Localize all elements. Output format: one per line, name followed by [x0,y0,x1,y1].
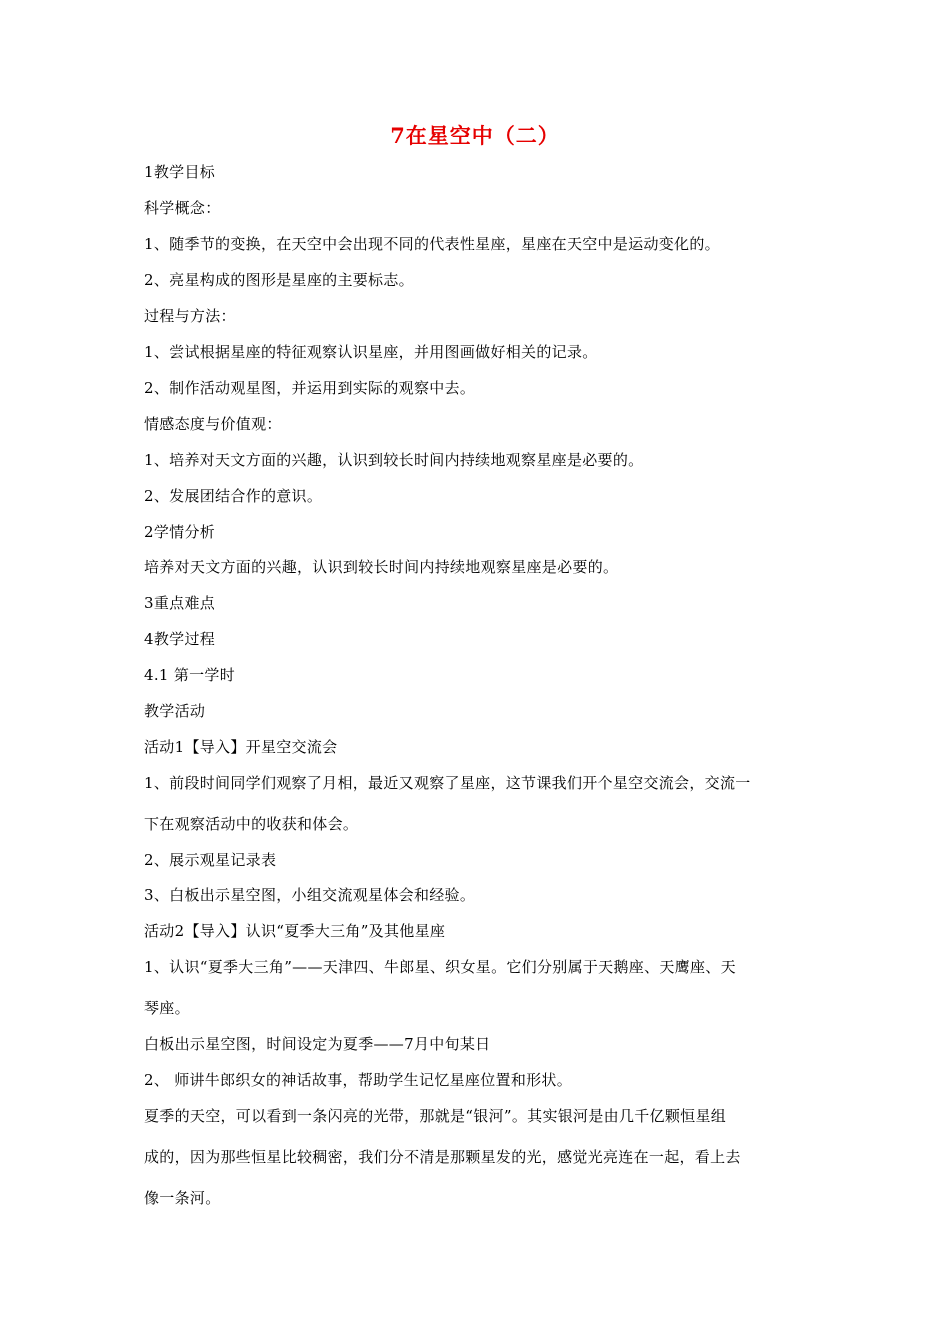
text-line: 培养对天文方面的兴趣，认识到较长时间内持续地观察星座是必要的。 [144,558,619,576]
text-line: 过程与方法： [144,307,236,325]
text-line: 白板出示星空图，时间设定为夏季——7月中旬某日 [144,1035,491,1053]
text-line: 像一条河。 [144,1189,221,1207]
text-line: 1、尝试根据星座的特征观察认识星座，并用图画做好相关的记录。 [144,343,598,361]
text-line: 2、展示观星记录表 [144,851,277,869]
text-line: 2学情分析 [144,523,216,541]
text-line: 4教学过程 [144,630,216,648]
text-line: 2、制作活动观星图，并运用到实际的观察中去。 [144,379,476,397]
text-line: 活动1【导入】开星空交流会 [144,738,338,756]
text-line: 琴座。 [144,999,190,1017]
text-line: 教学活动 [144,702,206,720]
text-line: 1、认识“夏季大三角”——天津四、牛郎星、织女星。它们分别属于天鹅座、天鹰座、天 [144,958,736,976]
text-line: 成的，因为那些恒星比较稠密，我们分不清是那颗星发的光，感觉光亮连在一起，看上去 [144,1148,741,1166]
text-line: 科学概念： [144,199,221,217]
text-line: 1、前段时间同学们观察了月相，最近又观察了星座，这节课我们开个星空交流会，交流一 [144,774,751,792]
document-title: 7在星空中（二） [390,123,560,148]
text-line: 4.1 第一学时 [144,666,236,684]
text-line: 3、白板出示星空图，小组交流观星体会和经验。 [144,886,476,904]
text-line: 3重点难点 [144,594,216,612]
text-line: 2、发展团结合作的意识。 [144,487,323,505]
text-line: 2、亮星构成的图形是星座的主要标志。 [144,271,414,289]
text-line: 情感态度与价值观： [144,415,282,433]
text-line: 2、 师讲牛郎织女的神话故事，帮助学生记忆星座位置和形状。 [144,1071,573,1089]
text-line: 1教学目标 [144,163,216,181]
text-line: 1、随季节的变换，在天空中会出现不同的代表性星座，星座在天空中是运动变化的。 [144,235,720,253]
text-line: 夏季的天空，可以看到一条闪亮的光带，那就是“银河”。其实银河是由几千亿颗恒星组 [144,1107,727,1125]
text-line: 活动2【导入】认识“夏季大三角”及其他星座 [144,922,446,940]
text-line: 1、培养对天文方面的兴趣，认识到较长时间内持续地观察星座是必要的。 [144,451,644,469]
text-line: 下在观察活动中的收获和体会。 [144,815,359,833]
